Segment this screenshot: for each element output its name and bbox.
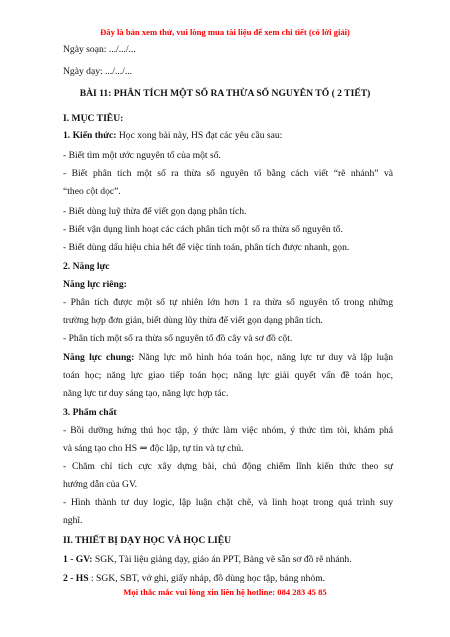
knowledge-item: - Biết dùng luỹ thừa để viết gọn dạng phân tích. (63, 206, 247, 217)
quality-item-cont: nghĩ. (63, 515, 83, 526)
knowledge-line (63, 130, 393, 142)
knowledge-item: - Biết vận dụng linh hoạt các cách phân tích một số ra thừa số nguyên tố. (63, 224, 343, 235)
knowledge-label: 1. Kiến thức: (63, 130, 117, 141)
equipment-hs-label: 2 - HS (63, 573, 89, 584)
ability-item: - Phân tích một số ra thừa số nguyên tố đồ cây và sơ đồ cột. (63, 333, 293, 344)
ability-general-label: Năng lực chung: (63, 352, 135, 363)
quality-item-cont: hướng dẫn của GV. (63, 479, 138, 490)
date-teach: Ngày dạy: .../.../... (63, 66, 133, 77)
ability-general-cont: toán học; năng lực giao tiếp toán học; năng lực giải quyết vấn đề toán học, (63, 370, 393, 381)
section-objectives-heading: I. MỤC TIÊU: (63, 113, 124, 124)
knowledge-item: - Biết dùng dấu hiệu chia hết để việc tính toán, phân tích được nhanh, gọn. (63, 242, 350, 253)
section-equipment-heading: II. THIẾT BỊ DẠY HỌC VÀ HỌC LIỆU (63, 535, 232, 546)
ability-general-cont: năng lực tư duy sáng tạo, năng lực hợp tác. (63, 388, 229, 399)
lesson-title: BÀI 11: PHÂN TÍCH MỘT SỐ RA THỪA SỐ NGUYÊN TỐ ( 2 TIẾT) (79, 88, 371, 99)
equipment-gv-label: 1 - GV: (63, 554, 93, 565)
ability-special-label: Năng lực riêng: (63, 279, 127, 290)
quality-item: - Bồi dưỡng hứng thú học tập, ý thức làm việc nhóm, ý thức tìm tòi, khám phá (63, 425, 393, 436)
knowledge-item: - Biết phân tích một số ra thừa số nguyên tố bằng cách viết “rẽ nhánh” và (63, 168, 393, 179)
knowledge-item-cont: “theo cột dọc”. (63, 186, 121, 197)
knowledge-intro: Học xong bài này, HS đạt các yêu cầu sau: (116, 130, 283, 141)
quality-item: - Chăm chỉ tích cực xây dựng bài, chủ động chiếm lĩnh kiến thức theo sự (63, 461, 393, 472)
ability-general-text: Năng lực mô hình hóa toán học, năng lực tư duy và lập luận (134, 352, 393, 363)
equipment-gv-line (63, 554, 393, 566)
preview-notice-banner: Đây là bản xem thử, vui lòng mua tài liệu để xem chi tiết (có lời giải) (100, 27, 350, 37)
quality-heading: 3. Phẩm chất (63, 407, 117, 418)
equipment-gv-text: SGK, Tài liệu giảng dạy, giáo án PPT, Bảng vẽ sẵn sơ đồ rẽ nhánh. (92, 554, 352, 565)
equipment-hs-text: : SGK, SBT, vở ghi, giấy nháp, đồ dùng học tập, bảng nhóm. (88, 573, 326, 584)
ability-item: - Phân tích được một số tự nhiên lớn hơn 1 ra thừa số nguyên tố trong những (63, 297, 393, 308)
ability-item-cont: trường hợp đơn giản, biết dùng lũy thừa để viết gọn dạng phân tích. (63, 315, 323, 326)
quality-item: - Hình thành tư duy logic, lập luận chặt chẽ, và linh hoạt trong quá trình suy (63, 497, 393, 508)
ability-general-line (63, 352, 393, 364)
hotline-banner: Mọi thắc mắc vui lòng xin liên hệ hotline: 084 283 45 85 (123, 587, 327, 597)
quality-item-cont: và sáng tạo cho HS ⇒ độc lập, tự tin và tự chủ. (63, 443, 244, 454)
date-prepare: Ngày soạn: .../.../... (63, 44, 136, 55)
ability-heading: 2. Năng lực (63, 261, 110, 272)
knowledge-item: - Biết tìm một ước nguyên tố của một số. (63, 150, 221, 161)
equipment-hs-line (63, 573, 393, 585)
